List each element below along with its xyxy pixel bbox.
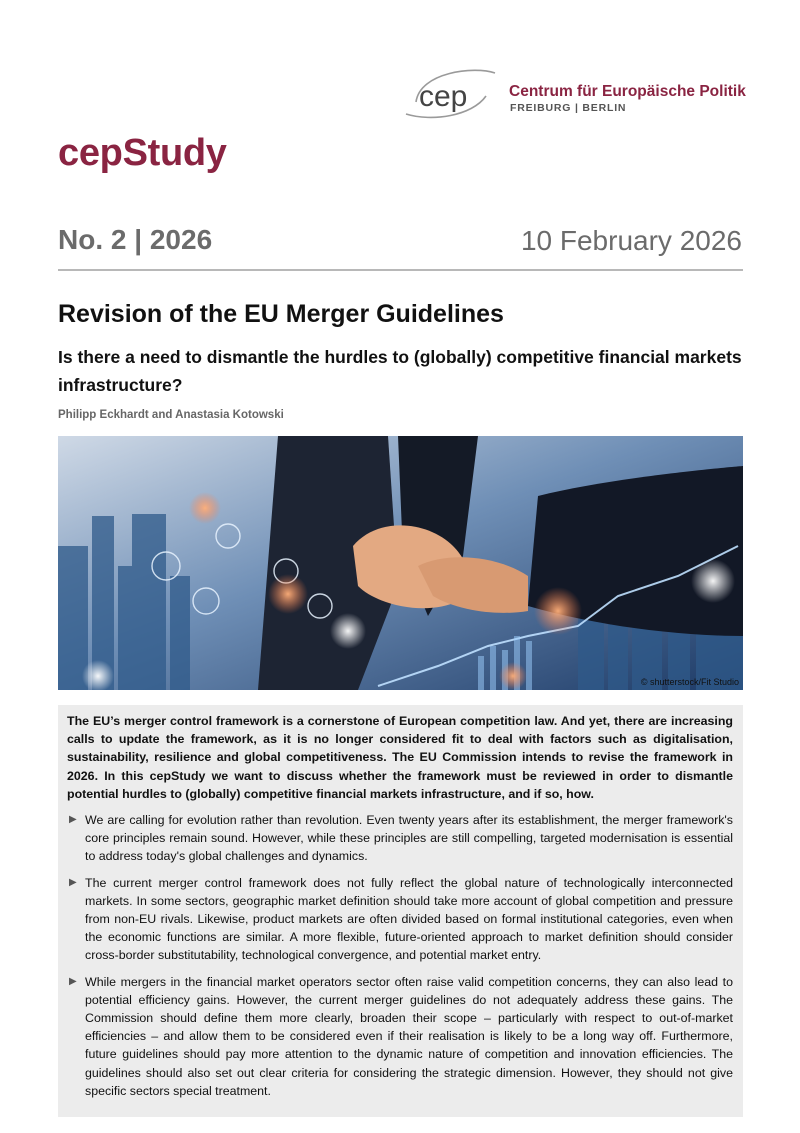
summary-bullet-text: The current merger control framework does not fully reflect the global nature of technologically interconnected markets. In some sectors, geographic market definition should take more account of global competition and pressure from non-EU rivals. Likewise, product markets are often divided based on formal institutional categories, even when the economic functions are similar. A more flexible, future-oriented approach to market definition should consider cross-border substitutability, technological convergence, and potential market entry. xyxy=(85,875,733,963)
authors: Philipp Eckhardt and Anastasia Kotowski xyxy=(58,409,284,421)
page-subtitle: Is there a need to dismantle the hurdles to (globally) competitive financial markets infrastructure? xyxy=(58,347,742,395)
cep-logo xyxy=(402,66,746,122)
publication-date: 10 February 2026 xyxy=(520,225,742,256)
bullet-arrow-icon: ▶ xyxy=(69,814,77,826)
issue-number: No. 2 | 2026 xyxy=(58,224,213,255)
summary-bullet-text: While mergers in the financial market operators sector often raise valid competition concerns, they can also lead to potential efficiency gains. However, the current merger guidelines do not adequately address these gains. The Commission should define them more clearly, broaden their scope – particularly with respect to out-of-market efficiencies – and allow them to be considered even if their realisation is likely to be a long way off. Furthermore, future guidelines should pay more attention to the dynamic nature of competition and innovation efficiencies. The guidelines should also set out clear criteria for considering the strategic dimension. However, they should not give specific sectors special treatment. xyxy=(85,974,733,1098)
summary-bullet-text: We are calling for evolution rather than revolution. Even twenty years after its establishment, the merger framework's core principles remain sound. However, while these principles are still compelling, targeted modernisation is essential to address today's global challenges and dynamics. xyxy=(85,813,733,864)
bullet-arrow-icon: ▶ xyxy=(69,876,77,888)
logo-text: cep xyxy=(419,80,468,113)
hero-image-handshake xyxy=(58,436,743,690)
header-divider xyxy=(58,269,743,271)
org-cities: FREIBURG | BERLIN xyxy=(510,102,627,114)
summary-bullet xyxy=(67,811,733,866)
summary-box xyxy=(58,705,743,1117)
org-name: Centrum für Europäische Politik xyxy=(509,83,746,100)
image-credit: © shutterstock/Fit Studio xyxy=(640,677,739,687)
summary-bullet xyxy=(67,874,733,965)
cep-logo-mark xyxy=(402,66,498,122)
summary-bullet xyxy=(67,973,733,1100)
summary-lead: The EU’s merger control framework is a cornerstone of European competition law. And yet, there are increasing calls to update the framework, as it is no longer considered fit to deal with factors such as digitalisation, sustainability, resilience and global competitiveness. The EU Commission intends to revise the framework in 2026. In this cepStudy we want to discuss whether the framework must be reviewed in order to dismantle potential hurdles to (globally) competitive financial markets infrastructure, and if so, how. xyxy=(67,714,733,801)
bullet-arrow-icon: ▶ xyxy=(69,975,77,987)
series-title: cepStudy xyxy=(58,132,227,174)
page-title: Revision of the EU Merger Guidelines xyxy=(58,300,504,328)
